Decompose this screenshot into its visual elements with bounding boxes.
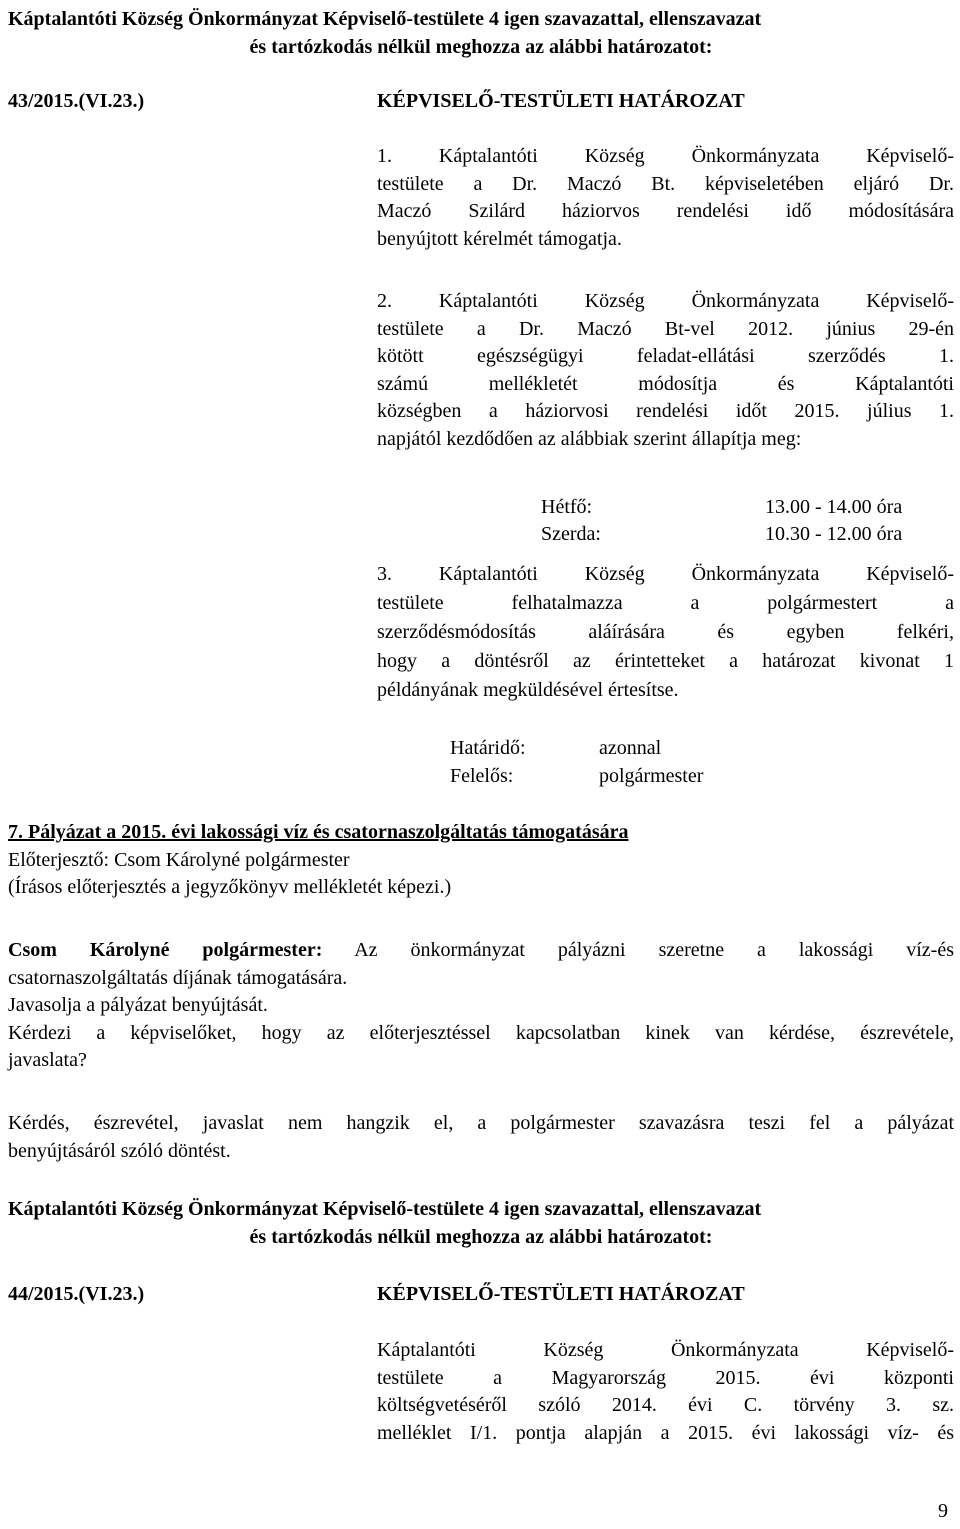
speaker-name: Csom Károlyné polgármester: <box>8 939 323 961</box>
item-3-line: testülete felhatalmazza a polgármestert a <box>377 592 954 614</box>
resolution-43-item-3 <box>377 560 954 705</box>
intro-2-line-2: és tartózkodás nélkül meghozza az alábbi határozatot: <box>249 1226 713 1248</box>
resolution-43-item-2 <box>377 288 954 453</box>
speech-line-4: Kérdezi a képviselőket, hogy az előterjesztéssel kapcsolatban kinek van kérdése, észrevétele, <box>8 1022 954 1044</box>
schedule-time: 10.30 - 12.00 óra <box>765 523 903 545</box>
resolution-44-text <box>377 1337 954 1447</box>
speech-text: Az önkormányzat pályázni szeretne a lakossági víz-és <box>354 939 954 961</box>
item-1-line: testülete a Dr. Maczó Bt. képviseletében eljáró Dr. <box>377 172 954 195</box>
item-2-line: községben a háziorvosi rendelési időt 2015. július 1. <box>377 400 954 422</box>
section-7-presenter: Előterjesztő: Csom Károlyné polgármester <box>8 849 350 871</box>
item-2-line: számú mellékletét módosítja és Káptalantóti <box>377 372 954 395</box>
item-3-line: példányának megküldésével értesítse. <box>377 679 679 701</box>
section-7-note: (Írásos előterjesztés a jegyzőkönyv mellékletét képezi.) <box>8 876 452 898</box>
speech-line-1 <box>8 937 954 963</box>
item-3-line: 3. Káptalantóti Község Önkormányzata Képviselő- <box>377 563 954 585</box>
deadline-label: Határidő: <box>450 737 526 759</box>
responsible-value: polgármester <box>599 765 704 787</box>
deadline-value: azonnal <box>599 737 662 759</box>
schedule-time: 13.00 - 14.00 óra <box>765 496 903 518</box>
item-2-line: kötött egészségügyi feladat-ellátási szerződés 1. <box>377 345 954 367</box>
section-7-title: 7. Pályázat a 2015. évi lakossági víz és csatornaszolgáltatás támogatására <box>8 821 629 843</box>
item-3-line: szerződésmódosítás aláírására és egyben felkéri, <box>377 621 954 643</box>
item-2-line: napjától kezdődően az alábbiak szerint állapítja meg: <box>377 427 802 450</box>
speech-line-5: javaslata? <box>8 1049 87 1071</box>
schedule-day: Szerda: <box>541 523 601 545</box>
intro-line-2: és tartózkodás nélkül meghozza az alábbi határozatot: <box>249 36 713 58</box>
closing-line-2: benyújtásáról szóló döntést. <box>8 1140 231 1162</box>
item-3-line: hogy a döntésről az érintetteket a határozat kivonat 1 <box>377 650 954 672</box>
item-1-line: benyújtott kérelmét támogatja. <box>377 227 622 250</box>
resolution-44-line: testülete a Magyarország 2015. évi központi <box>377 1366 954 1389</box>
resolution-44-heading: KÉPVISELŐ-TESTÜLETI HATÁROZAT <box>377 1283 745 1305</box>
item-2-line: 2. Káptalantóti Község Önkormányzata Képviselő- <box>377 290 954 312</box>
resolution-43-item-1 <box>377 143 954 253</box>
resolution-44-line: költségvetéséről szóló 2014. évi C. törvény 3. sz. <box>377 1394 954 1416</box>
resolution-43-heading: KÉPVISELŐ-TESTÜLETI HATÁROZAT <box>377 90 745 112</box>
resolution-44-line: Káptalantóti Község Önkormányzata Képviselő- <box>377 1339 954 1361</box>
schedule-day: Hétfő: <box>541 496 593 518</box>
page-number: 9 <box>938 1500 948 1522</box>
intro-line-1: Káptalantóti Község Önkormányzat Képviselő-testülete 4 igen szavazattal, ellenszavazat <box>8 8 762 30</box>
item-2-line: testülete a Dr. Maczó Bt-vel 2012. június 29-én <box>377 317 954 340</box>
item-1-line: 1. Káptalantóti Község Önkormányzata Képviselő- <box>377 145 954 167</box>
resolution-44-number: 44/2015.(VI.23.) <box>8 1283 145 1305</box>
responsible-label: Felelős: <box>450 765 514 787</box>
speech-line-3: Javasolja a pályázat benyújtását. <box>8 994 268 1016</box>
item-1-line: Maczó Szilárd háziorvos rendelési idő módosítására <box>377 200 954 222</box>
speech-line-2: csatornaszolgáltatás díjának támogatására. <box>8 967 348 989</box>
intro-2-line-1: Káptalantóti Község Önkormányzat Képviselő-testülete 4 igen szavazattal, ellenszavazat <box>8 1198 762 1220</box>
closing-line-1: Kérdés, észrevétel, javaslat nem hangzik el, a polgármester szavazásra teszi fel a pályázat <box>8 1112 954 1134</box>
resolution-43-number: 43/2015.(VI.23.) <box>8 90 145 112</box>
resolution-44-line: melléklet I/1. pontja alapján a 2015. évi lakossági víz- és <box>377 1421 954 1444</box>
